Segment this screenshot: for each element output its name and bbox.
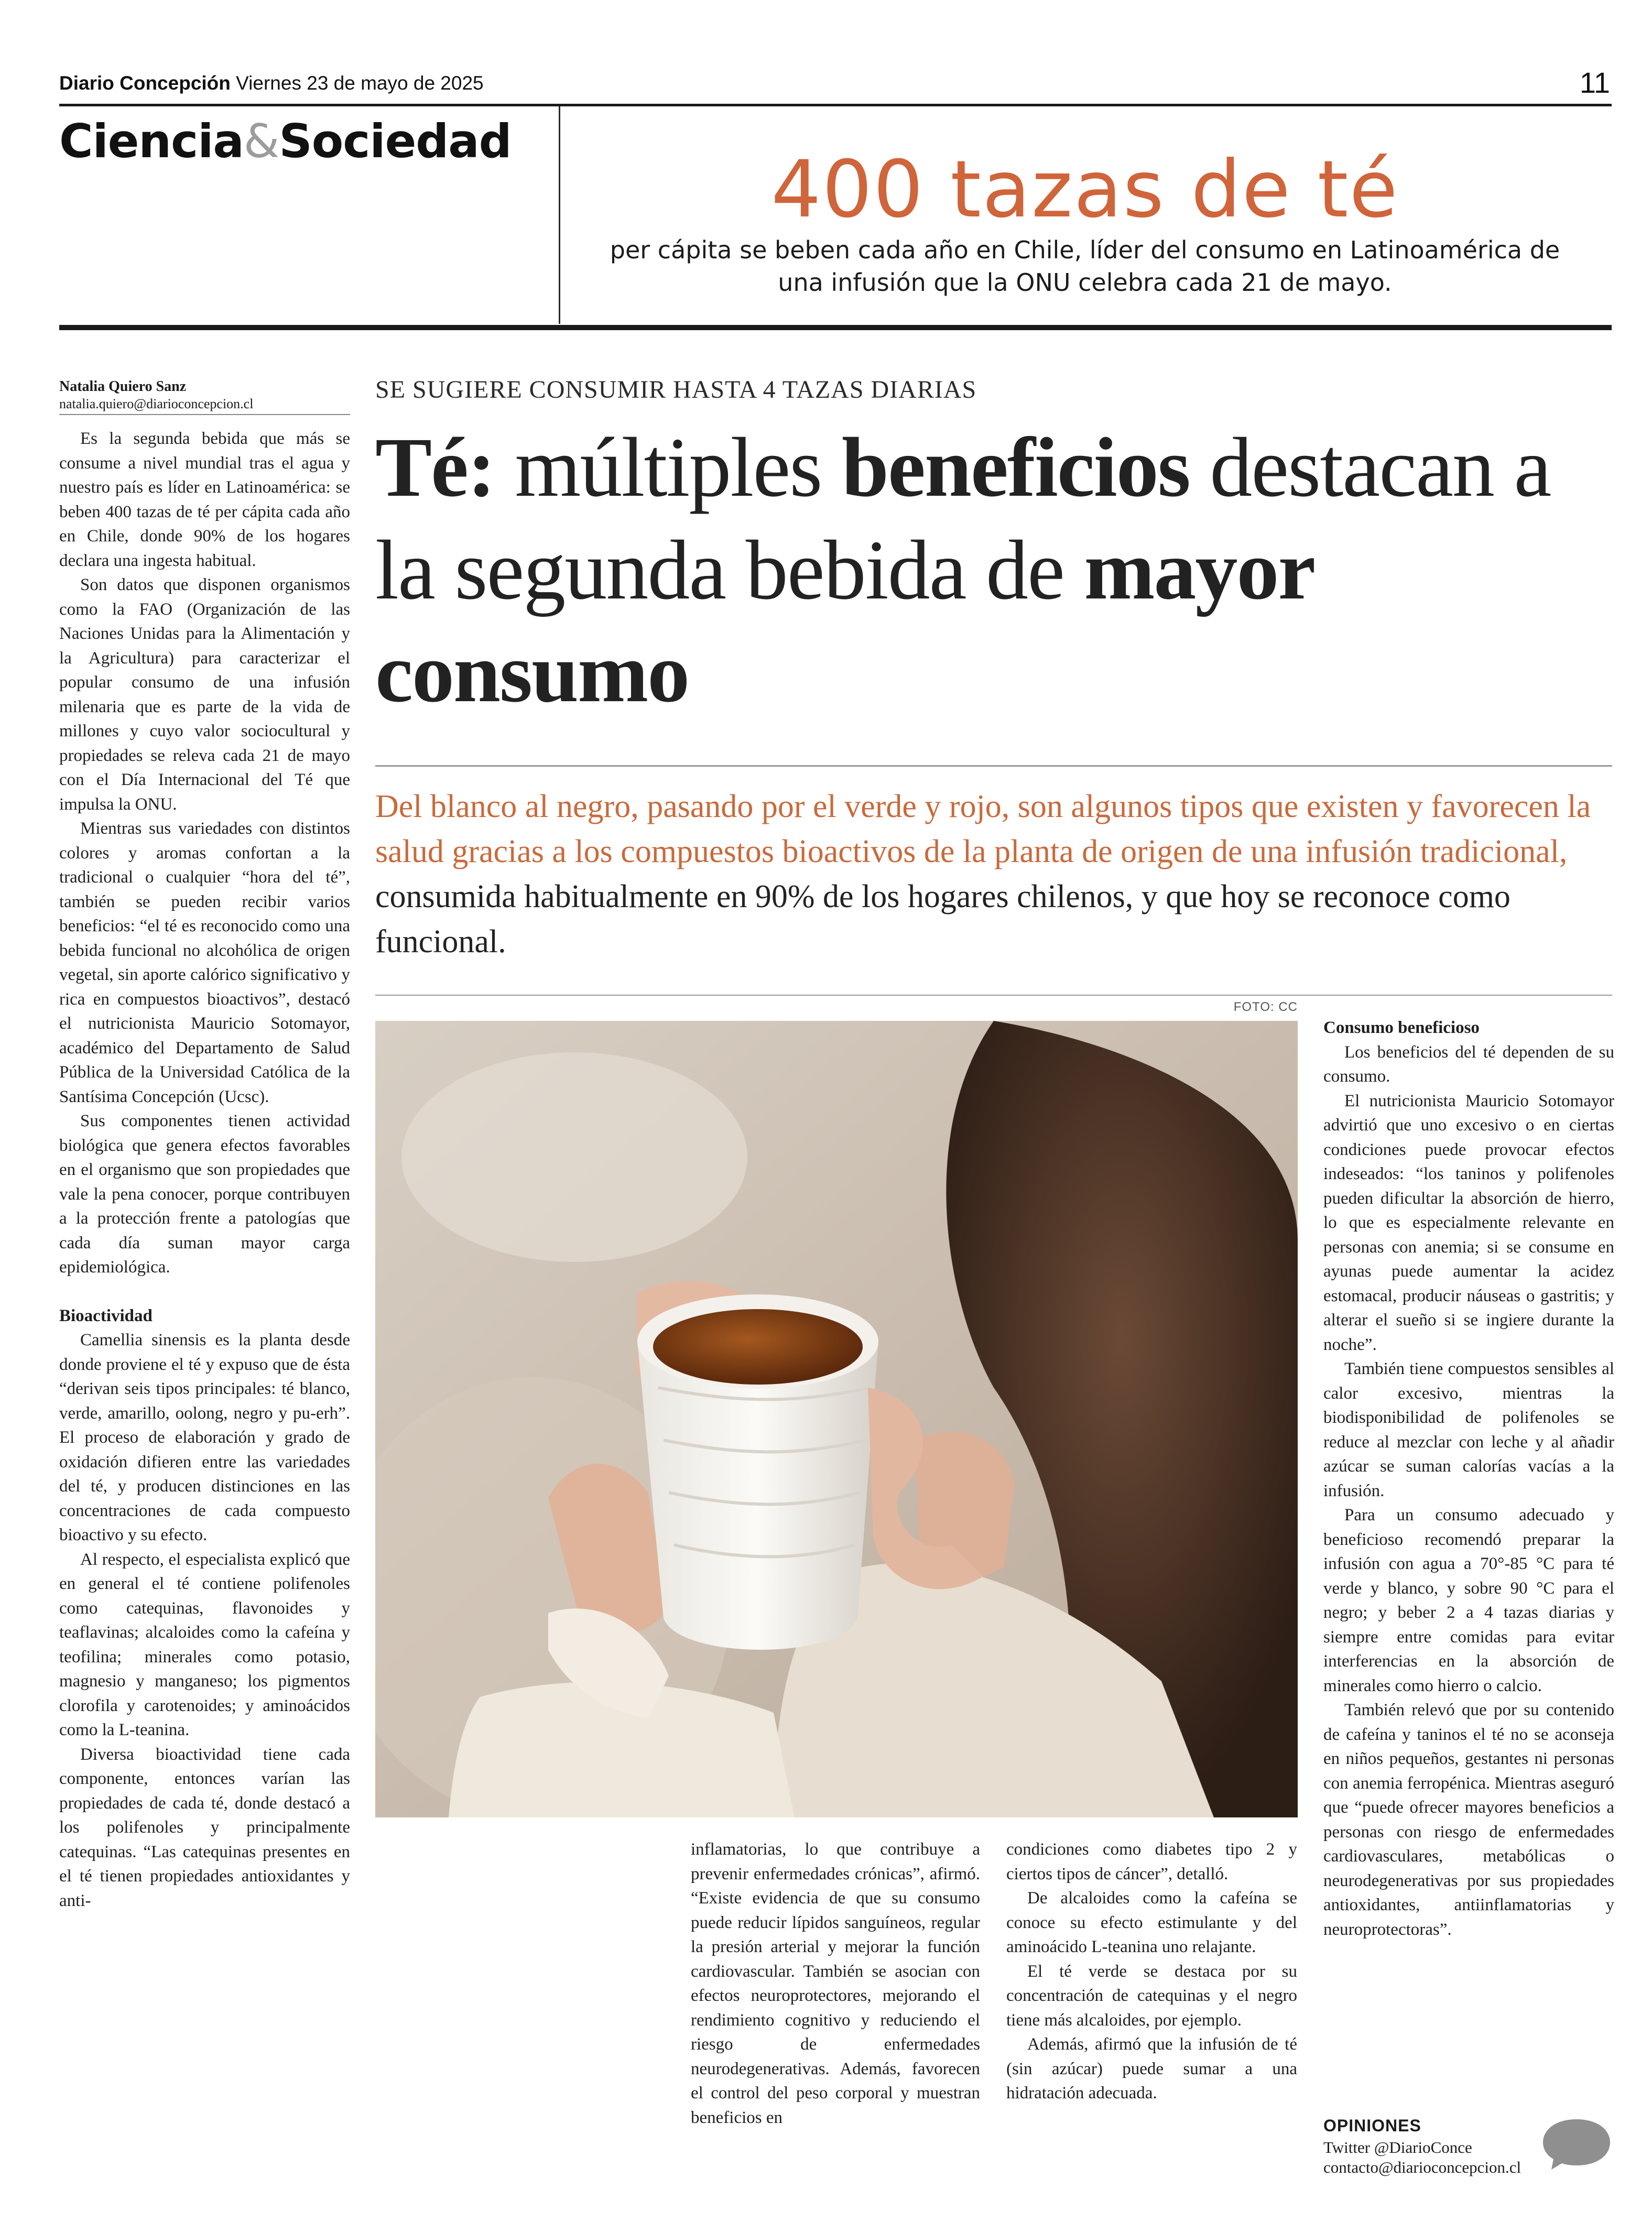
paragraph: El nutricionista Mauricio Sotomayor advirtió que uno excesivo o en ciertas condiciones puede provocar efectos indeseados: “los taninos y polifenoles pueden dificultar la absorción de hierro, lo que es especialmente relevante en personas con anemia; si se consume en ayunas puede aumentar la acidez estomacal, producir náuseas o gastritis; y alterar el sueño si se ingiere durante la noche”. (1323, 1091, 1614, 1354)
masthead (59, 72, 484, 94)
article-column-3 (691, 1837, 980, 2183)
headline-part: beneficios (841, 421, 1190, 515)
headline-part: Té: (375, 421, 495, 515)
paragraph: condiciones como diabetes tipo 2 y ciertos tipos de cáncer”, detalló. (1006, 1840, 1297, 1883)
paragraph: El té verde se destaca por su concentración de catequinas y el negro tiene más alcaloides, por ejemplo. (1006, 1962, 1297, 2030)
article-headline (375, 417, 1623, 725)
paragraph: También tiene compuestos sensibles al calor excesivo, mientras la biodisponibilidad de polifenoles se reduce al mezclar con leche y al añadir azúcar se suman calorías vacías a la infusión. (1323, 1359, 1614, 1500)
speech-bubble-icon (1540, 2115, 1613, 2173)
article-column-4 (1006, 1837, 1297, 2183)
hero-figure: 400 tazas de té (771, 144, 1399, 235)
paragraph: Para un consumo adecuado y beneficioso recomendó preparar la infusión con agua a 70°-85 °C para té verde y blanco, y sobre 90 °C para el negro; y beber 2 a 4 tazas diarias y siempre entre comidas para evitar interferencias en la absorción de minerales como hierro o calcio. (1323, 1506, 1614, 1695)
section-name-a: Ciencia (59, 114, 244, 168)
paragraph: Los beneficios del té dependen de su consumo. (1323, 1042, 1614, 1086)
subhead-consumo: Consumo beneficioso (1323, 1018, 1480, 1037)
section-title (59, 114, 512, 168)
paragraph: Diversa bioactividad tiene cada componente, entonces varían las propiedades de cada té, donde destacó a los polifenoles y principalmente catequinas. “Las catequinas presentes en el té tienen propiedades antioxidantes y anti- (59, 1745, 350, 1910)
headline-part: mayor consumo (375, 524, 1313, 720)
article-column-5 (1323, 1016, 1614, 2111)
headline-part: destacan a la segunda bebida de (375, 421, 1551, 617)
tea-cup-photo (375, 1021, 1298, 1817)
paragraph: Camellia sinensis es la planta desde donde proviene el té y expuso que de ésta “derivan seis tipos principales: té blanco, verde, amarillo, oolong, negro y pu-erh”. El proceso de elaboración y grado de oxidación difieren entre las variedades del té, y producen distinciones en las concentraciones de cada compuesto bioactivo y su efecto. (59, 1331, 350, 1544)
paragraph: Mientras sus variedades con distintos colores y aromas confortan a la tradicional o cualquier “hora del té”, también se pueden recibir varios beneficios: “el té es reconocido como una bebida funcional no alcohólica de origen vegetal, sin aporte calórico significativo y rica en compuestos bioactivos”, destacó el nutricionista Mauricio Sotomayor, académico del Departamento de Salud Pública de la Universidad Católica de la Santísima Concepción (Ucsc). (59, 819, 350, 1106)
byline-rule (59, 414, 350, 415)
opinions-title: OPINIONES (1323, 2116, 1421, 2135)
paragraph: Al respecto, el especialista explicó que en general el té contiene polifenoles como catequinas, flavonoides y teaflavinas; alcaloides como la cafeína y teofilina; minerales como potasio, magnesio y manganeso; los pigmentos clorofila y carotenoides; y aminoácidos como la L-teanina. (59, 1550, 350, 1739)
article-kicker: SE SUGIERE CONSUMIR HASTA 4 TAZAS DIARIAS (375, 376, 977, 404)
photo-top-rule (375, 995, 1612, 996)
section-name-b: Sociedad (279, 114, 512, 168)
paragraph: También relevó que por su contenido de cafeína y taninos el té no se aconseja en niños pequeños, gestantes ni personas con anemia ferropénica. Mientras aseguró que “puede ofrecer mayores beneficios a personas con riesgo de enfermedades cardiovasculares, metabólicas o neurodegenerativas por sus propiedades antioxidantes, antiinflamatorias y neuroprotectoras”. (1323, 1701, 1614, 1939)
paper-name: Diario Concepción (59, 72, 231, 94)
headline-part: múltiples (494, 421, 842, 515)
header-bottom-rule (59, 325, 1612, 330)
article-photo (375, 1021, 1298, 1817)
deck-rest: consumida habitualmente en 90% de los hogares chilenos, y que hoy se reconoce como funcional. (375, 879, 1510, 960)
hero-caption: per cápita se beben cada año en Chile, líder del consumo en Latinoamérica de una infusión que la ONU celebra cada 21 de mayo. (610, 236, 1560, 297)
paragraph: Son datos que disponen organismos como la FAO (Organización de las Naciones Unidas para la Alimentación y la Agricultura) para caracterizar el popular consumo de una infusión milenaria que es parte de la vida de millones y cuyo valor sociocultural y propiedades se releva cada 21 de mayo con el Día Internacional del Té que impulsa la ONU. (59, 575, 350, 814)
byline-author: Natalia Quiero Sanz (59, 378, 187, 395)
opinions-twitter[interactable]: Twitter @DiarioConce (1323, 2138, 1472, 2156)
article-column-1 (59, 427, 350, 2166)
photo-credit: FOTO: CC (1233, 1000, 1298, 1014)
paragraph: inflamatorias, lo que contribuye a prevenir enfermedades crónicas”, afirmó. “Existe evidencia de que su consumo puede reducir lípidos sanguíneos, regular la presión arterial y mejorar la función cardiovascular. También se asocian con efectos neuroprotectores, mejorando el rendimiento cognitivo y reduciendo el riesgo de enfermedades neurodegenerativas. Además, favorecen el control del peso corporal y muestran beneficios en (691, 1840, 980, 2127)
paragraph: Es la segunda bebida que más se consume a nivel mundial tras el agua y nuestro país es líder en Latinoamérica: se beben 400 tazas de té per cápita cada año en Chile, donde 90% de los hogares declara una ingesta habitual. (59, 429, 350, 570)
deck-highlight: Del blanco al negro, pasando por el verde y rojo, son algunos tipos que existen y favorecen la salud gracias a los compuestos bioactivos de la planta de origen de una infusión tradicional, (375, 789, 1591, 869)
headline-rule (375, 765, 1612, 767)
article-deck (375, 784, 1612, 964)
subhead-bioactividad: Bioactividad (59, 1306, 153, 1325)
paragraph: Sus componentes tienen actividad biológica que genera efectos favorables en el organismo que son propiedades que vale la pena conocer, porque contribuyen a la protección frente a patologías que cada día suman mayor carga epidemiológica. (59, 1112, 350, 1277)
opinions-email[interactable]: contacto@diarioconcepcion.cl (1323, 2158, 1521, 2176)
issue-date: Viernes 23 de mayo de 2025 (236, 72, 484, 94)
section-ampersand: & (243, 114, 279, 168)
byline-email[interactable]: natalia.quiero@diarioconcepcion.cl (59, 396, 254, 411)
paragraph: Además, afirmó que la infusión de té (sin azúcar) puede sumar a una hidratación adecuada. (1006, 2035, 1297, 2103)
paragraph: De alcaloides como la cafeína se conoce su efecto estimulante y del aminoácido L-teanina uno relajante. (1006, 1889, 1297, 1956)
header-divider (559, 106, 560, 324)
top-rule (59, 104, 1612, 106)
page-number: 11 (1579, 66, 1610, 99)
